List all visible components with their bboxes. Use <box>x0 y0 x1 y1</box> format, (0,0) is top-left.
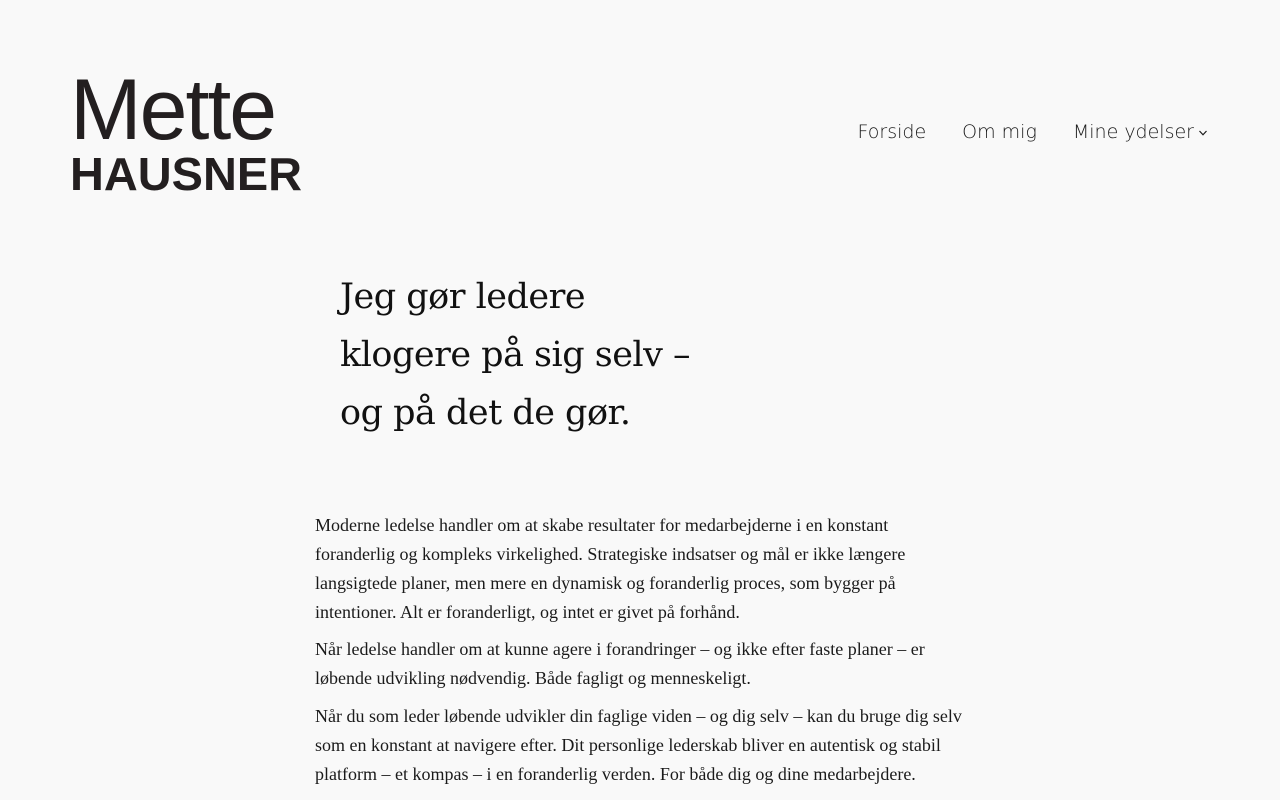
chevron-down-icon[interactable] <box>1198 128 1208 138</box>
hero-heading <box>340 268 760 442</box>
intro-paragraph: Moderne ledelse handler om at skabe resultater for medarbejderne i en konstant foranderlig og kompleks virkelighed. Strategiske indsatser og mål er ikke længere langsigtede planer, men mere en dynamisk og foranderlig proces, som bygger på intentioner. Alt er foranderligt, og intet er givet på forhånd. <box>315 515 906 622</box>
nav-item-label: Mine ydelser <box>1072 121 1194 143</box>
intro-paragraph: Når ledelse handler om at kunne agere i forandringer – og ikke efter faste planer – er løbende udvikling nødvendig. Både fagligt og menneskeligt. <box>315 639 925 688</box>
nav-item-label: Om mig <box>962 121 1037 143</box>
hero-line: Jeg gør ledere <box>340 277 586 317</box>
hero-line: og på det de gør. <box>340 393 631 433</box>
intro-paragraph: Når du som leder løbende udvikler din faglige viden – og dig selv – kan du bruge dig selv som en konstant at navigere efter. Dit personlige lederskab bliver en autentisk og stabil platform – et kompas – i en foranderlig verden. For både dig og dine medarbejdere. <box>315 706 962 784</box>
nav-item-mine-ydelser[interactable] <box>1073 121 1208 143</box>
nav-item-forside[interactable] <box>858 121 927 143</box>
logo-last-name: HAUSNER <box>70 148 303 200</box>
hero-line: klogere på sig selv – <box>340 335 691 375</box>
intro-text <box>315 511 970 797</box>
nav-item-label: Forside <box>857 121 927 143</box>
site-logo[interactable] <box>70 62 332 200</box>
nav-item-om-mig[interactable] <box>962 121 1037 143</box>
main-nav <box>858 121 1208 143</box>
logo-first-name: Mette <box>70 62 276 158</box>
